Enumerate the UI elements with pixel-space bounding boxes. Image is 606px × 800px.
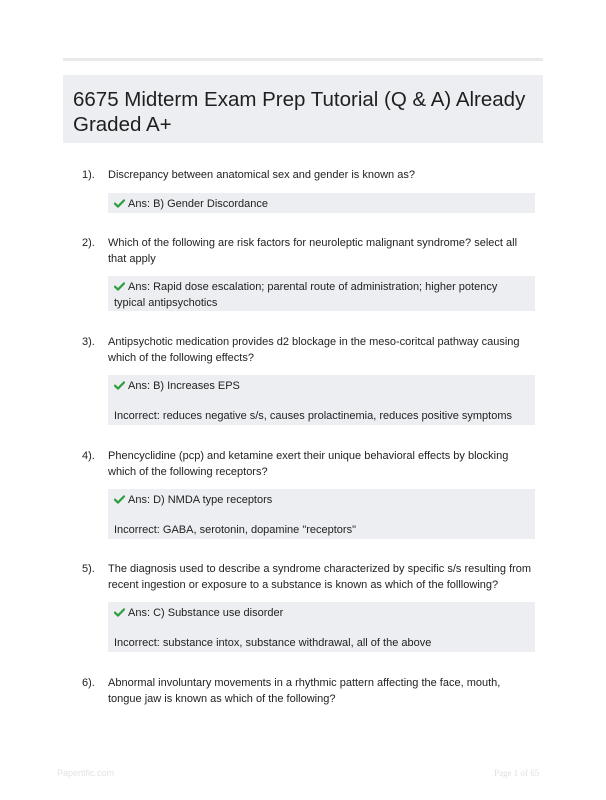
question-text: Phencyclidine (pcp) and ketamine exert their unique behavioral effects by blocking which of the following receptors? bbox=[108, 450, 509, 478]
question-number: 1). bbox=[82, 169, 95, 181]
check-icon bbox=[114, 381, 125, 390]
check-icon bbox=[114, 282, 125, 291]
answer-text: Ans: B) Gender Discordance bbox=[128, 198, 269, 210]
incorrect-text: Incorrect: GABA, serotonin, dopamine "receptors" bbox=[114, 524, 356, 536]
answer-box bbox=[108, 193, 535, 213]
question-text: Discrepancy between anatomical sex and gender is known as? bbox=[108, 169, 415, 181]
question-number: 6). bbox=[82, 677, 95, 689]
question-number: 5). bbox=[82, 563, 95, 575]
answer-text: Ans: B) Increases EPS bbox=[128, 380, 240, 392]
check-icon bbox=[114, 495, 125, 504]
question-number: 3). bbox=[82, 336, 95, 348]
answer-box bbox=[108, 602, 535, 652]
answer-text: Ans: D) NMDA type receptors bbox=[128, 494, 273, 506]
check-icon bbox=[114, 608, 125, 617]
question-number: 2). bbox=[82, 237, 95, 249]
document-title: 6675 Midterm Exam Prep Tutorial (Q & A) Already Graded A+ bbox=[73, 88, 526, 136]
answer-text: Ans: Rapid dose escalation; parental route of administration; higher potency typical antipsychotics bbox=[114, 281, 498, 309]
incorrect-text: Incorrect: substance intox, substance withdrawal, all of the above bbox=[114, 637, 432, 649]
answer-box bbox=[108, 489, 535, 539]
check-icon bbox=[114, 199, 125, 208]
title-box bbox=[63, 75, 543, 143]
incorrect-text: Incorrect: reduces negative s/s, causes prolactinemia, reduces positive symptoms bbox=[114, 410, 513, 422]
footer-page-number: Page 1 of 65 bbox=[494, 768, 540, 778]
answer-text: Ans: C) Substance use disorder bbox=[128, 607, 284, 619]
footer-site-watermark: Papertific.com bbox=[57, 768, 115, 778]
top-rule bbox=[63, 58, 543, 61]
question-number: 4). bbox=[82, 450, 95, 462]
answer-box bbox=[108, 375, 535, 425]
question-text: Abnormal involuntary movements in a rhythmic pattern affecting the face, mouth, tongue jaw is known as which of the following? bbox=[108, 677, 501, 705]
answer-box bbox=[108, 276, 535, 311]
question-text: Which of the following are risk factors for neuroleptic malignant syndrome? select all that apply bbox=[108, 237, 518, 265]
question-text: The diagnosis used to describe a syndrome characterized by specific s/s resulting from recent ingestion or exposure to a substance is known as which of the folllowing? bbox=[108, 563, 532, 591]
question-text: Antipsychotic medication provides d2 blockage in the meso-coritcal pathway causing which of the following effects? bbox=[108, 336, 520, 364]
